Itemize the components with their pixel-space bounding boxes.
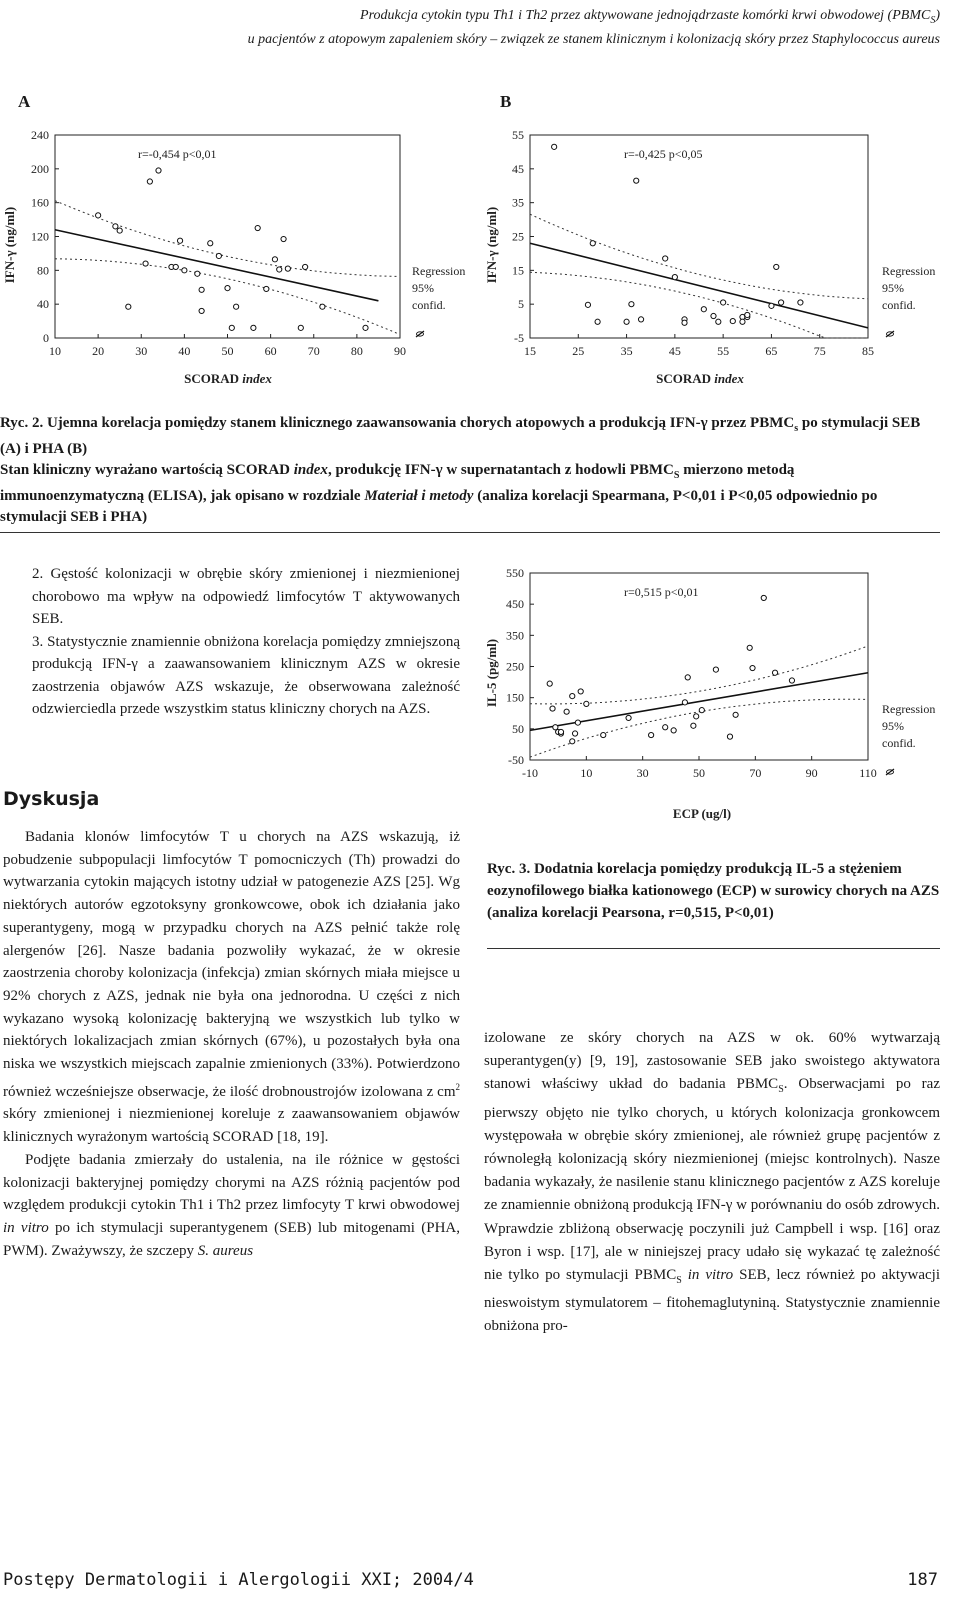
figure-2-caption-body-3: mierzono metodą immunoenzymatyczną (ELISA), jak opisano w rozdziale [0,462,795,504]
caption-divider [0,532,940,533]
data-point [634,178,639,183]
y-tick-label: 240 [31,128,49,142]
y-tick-label: 550 [506,566,524,580]
y-tick-label: 55 [512,128,524,142]
x-tick-label: 10 [49,344,61,358]
legend-entry: confid. [412,298,446,312]
y-tick-label: 15 [512,263,524,278]
correlation-annotation: r=0,515 p<0,01 [624,585,699,599]
correlation-annotation: r=-0,454 p<0,01 [138,147,217,161]
data-point [694,714,699,719]
plot-frame [530,573,868,760]
conclusions-list [32,563,460,721]
data-point [595,319,600,324]
confidence-band-upper [55,201,400,277]
figure-2-caption-body-2: , produkcję IFN-γ w supernatantach z hodowli PBMC [327,462,674,478]
data-point [761,595,766,600]
figure-3-caption-text: Dodatnia korelacja pomiędzy produkcją IL-5 a stężeniem eozynofilowego białka kationowego (ECP) w surowicy chorych na AZS (analiza korelacji Pearsona, r=0,515, P<0,01) [487,861,940,921]
figure-2-caption-body-4: (analiza korelacji Spearmana, P<0,01 i P<0,05 odpowiednio po stymulacji SEB i PHA) [0,488,878,525]
data-point [590,241,595,246]
x-tick-label: 65 [765,344,778,358]
data-point [798,300,803,305]
data-point [747,645,752,650]
x-tick-label: 80 [350,344,363,358]
x-axis-label-italic: index [239,371,272,386]
x-axis-label-italic: index [711,371,744,386]
panel-b-label: B [500,92,512,111]
confidence-band-upper [530,646,868,704]
data-point [789,678,794,683]
legend-entry: 95% [412,281,434,295]
discussion-italic-s-aureus: S. aureus [197,1242,254,1259]
figure-2-caption-body-sub: S [673,470,680,481]
data-point [570,739,575,744]
data-point [727,734,732,739]
footer-page-number: 187 [907,1570,938,1590]
y-tick-label: 0 [43,331,49,345]
data-point [629,302,634,307]
x-axis-label-main: ECP (ug/l) [672,806,732,821]
data-point [216,253,221,258]
y-tick-label: 25 [512,229,524,244]
x-tick-label: 15 [524,344,536,358]
figure-2-caption-italic: Materiał i metody [364,488,474,504]
x-tick-label: 90 [394,344,406,358]
discussion-paragraph-2-middle: po ich stymulacji superantygenem (SEB) lub mitogenami (PHA, PWM). Zważywszy, że szczepy [3,1219,460,1259]
x-tick-label: 45 [668,344,681,358]
data-point [229,325,234,330]
y-tick-label: 35 [512,195,524,210]
y-tick-label: 45 [512,161,524,176]
right-column-italic: in vitro [681,1267,734,1284]
data-point [264,286,269,291]
data-point [778,300,783,305]
legend-entry: 95% [882,281,904,295]
data-point [699,708,704,713]
data-point [126,304,131,309]
footer-journal: Postępy Dermatologii i Alergologii XXI; 2004/4 [3,1570,474,1590]
data-point [769,303,774,308]
discussion-left-column [3,826,460,1262]
y-tick-label: 150 [506,690,524,705]
data-point [685,675,690,680]
x-tick-label: 70 [307,344,320,358]
header-subscript: S [930,14,936,26]
data-point [570,694,575,699]
y-axis-label: IL-5 (pg/ml) [484,638,499,708]
x-tick-label: 50 [221,344,234,358]
data-point [156,168,161,173]
data-point [208,241,213,246]
data-point [255,225,260,230]
legend-entry: Regression [882,264,936,278]
correlation-annotation: r=-0,425 p<0,05 [624,147,703,161]
data-point [716,319,721,324]
data-point [552,144,557,149]
data-point [199,308,204,313]
x-tick-label: 90 [805,766,818,780]
data-point [147,179,152,184]
x-axis-label-main: SCORAD [656,371,712,386]
discussion-superscript: 2 [455,1081,460,1092]
data-point [177,238,182,243]
y-tick-label: 80 [37,263,49,278]
x-tick-label: -10 [522,766,538,780]
header-line-1: Produkcja cytokin typu Th1 i Th2 przez aktywowane jednojądrzaste komórki krwi obwodowej (PBMC [360,8,931,23]
x-tick-label: 30 [636,766,649,780]
data-point [547,681,552,686]
list-item-2: 2. Gęstość kolonizacji w obrębie skóry zmienionej i niezmienionej chorobowo ma wpływ na odpowiedź limfocytów T aktywowanych SEB. [32,566,460,627]
y-tick-label: 450 [506,597,524,612]
data-point [745,312,750,317]
right-column-text: izolowane ze skóry chorych na AZS w ok. 60% wytwarzają superantygen(y) [9, 19], zastosowanie SEB jako swoistego aktywatora stanowi właściwy układ do badania PBMC [484,1030,940,1093]
x-tick-label: 40 [178,344,191,358]
discussion-paragraph-1-end: skóry zmienionej i niezmienionej koreluje z zaawansowaniem objawów klinicznych wyrażonym wartością SCORAD [18, 19]. [3,1106,460,1146]
data-point [672,275,677,280]
data-point [298,325,303,330]
data-point [320,304,325,309]
data-point [363,325,368,330]
discussion-paragraph-1 [3,826,460,1149]
x-axis-label [184,371,272,386]
data-point [663,256,668,261]
data-point [96,213,101,218]
x-tick-label: 55 [717,344,730,358]
x-tick-label: 70 [749,766,762,780]
discussion-heading: Dyskusja [3,788,100,810]
data-point [558,729,563,734]
data-point [182,268,187,273]
figure-2-caption-lead: Ryc. 2. [0,415,44,431]
data-point [584,701,589,706]
chart-a [0,120,480,395]
figure-2-caption-title-end: po stymulacji SEB (A) i PHA (B) [0,415,921,457]
data-point [195,271,200,276]
panel-a-label: A [18,92,31,111]
regression-line [55,230,378,301]
figure-2-caption [0,413,940,528]
data-point [281,236,286,241]
data-point [671,728,676,733]
data-point [199,287,204,292]
header-line-2: u pacjentów z atopowym zapaleniem skóry – związek ze stanem klinicznym i kolonizacją skóry przez Staphylococcus aureus [247,31,940,47]
confidence-band-lower [530,272,868,338]
plot-frame [55,135,400,338]
data-point [564,709,569,714]
data-point [626,715,631,720]
data-point [173,264,178,269]
regression-line [530,243,868,328]
x-tick-label: 30 [135,344,148,358]
right-column-text-3: SEB, lecz również po aktywacji nieswoistym stymulatorem – fitohemaglutyniną. Statystycznie znamiennie obniżona pro- [484,1267,940,1335]
y-tick-label: 120 [31,229,49,244]
figure-2-caption-body: Stan kliniczny wyrażano wartością SCORAD [0,462,294,478]
data-point [772,670,777,675]
y-axis-label: IFN-γ (ng/ml) [484,206,499,284]
data-point [303,264,308,269]
confidence-band-lower [530,699,868,757]
data-point [225,285,230,290]
legend-entry: 95% [882,719,904,733]
x-tick-label: 85 [862,344,874,358]
x-tick-label: 110 [859,766,877,780]
data-point [733,712,738,717]
chart-c [478,558,960,833]
data-point [711,313,716,318]
y-tick-label: 250 [506,659,524,674]
data-point [682,700,687,705]
discussion-paragraph-2-text: Podjęte badania zmierzały do ustalenia, na ile różnice w gęstości kolonizacji bakteryjnej pomiędzy chorymi na AZS różnią pacjentów pod względem produkcji cytokin Th1 i Th2 przez limfocyty T krwi obwodowej [3,1151,460,1214]
data-point [649,732,654,737]
x-axis-label [656,371,744,386]
y-tick-label: 40 [37,297,49,312]
x-tick-label: 10 [580,766,593,780]
data-point [234,304,239,309]
legend-entry: confid. [882,736,916,750]
discussion-paragraph-2 [3,1149,460,1263]
data-point [285,266,290,271]
right-column-subscript-1: S [778,1084,784,1096]
x-axis-label [673,806,731,821]
y-tick-label: 5 [518,297,524,312]
chart-b [478,120,960,395]
list-item-3: 3. Statystycznie znamiennie obniżona korelacja pomiędzy zmniejszoną produkcją IFN-γ a zaawansowaniem klinicznym AZS w okresie zaostrzenia objawów AZS wskazuje, że obserwowana zależność odzwierciedla przede wszystkim status kliniczny chorych na AZS. [32,633,460,717]
data-point [585,302,590,307]
y-tick-label: 160 [31,195,49,210]
data-point [682,320,687,325]
data-point [691,723,696,728]
data-point [277,267,282,272]
y-tick-label: 50 [512,721,524,736]
data-point [117,228,122,233]
figure-2-caption-subscript: s [794,423,799,434]
data-point [575,720,580,725]
figure-3-divider [487,948,940,949]
right-column-text-2: . Obserwacjami po raz pierwszy objęto nie tylko chorych, u których kolonizacja gronkowcem występowała w obrębie skóry zmienionej, ale również grupę pacjentów z równoległą kolonizacją skóry niezmienionej (miejsc kontrolnych). Nasze badania wykazały, że nasilenie stanu klinicznego pacjentów z AZS koreluje ze znamiennie obniżoną produkcją IFN-γ w porównaniu do osób zdrowych. Wprawdzie zbliżoną obserwację poczynili już Campbell i wsp. [16] oraz Byron i wsp. [17], ale w niniejszej pracy udało się wykazać tę zależność nie tylko po stymulacji PBMC [484,1076,940,1284]
discussion-italic-in-vitro: in vitro [3,1219,49,1236]
data-point [663,725,668,730]
data-point [721,300,726,305]
data-point [578,689,583,694]
data-point [713,667,718,672]
figure-3-caption-lead: Ryc. 3. [487,861,531,877]
data-point [550,706,555,711]
data-point [750,665,755,670]
data-point [730,318,735,323]
y-tick-label: 350 [506,628,524,643]
data-point [572,731,577,736]
y-tick-label: 200 [31,161,49,176]
figure-2-caption-title: Ujemna korelacja pomiędzy stanem klinicznego zaawansowania chorych atopowych a produkcją IFN-γ przez PBMC [46,415,795,431]
x-tick-label: 20 [92,344,105,358]
data-point [143,261,148,266]
data-point [601,732,606,737]
data-point [701,307,706,312]
y-tick-label: -5 [514,331,524,345]
x-tick-label: 50 [693,766,705,780]
y-axis-label: IFN-γ (ng/ml) [2,206,17,284]
discussion-paragraph-1-text: Badania klonów limfocytów T u chorych na AZS wskazują, iż pobudzenie subpopulacji limfocytów T pomocniczych (Th) prowadzi do wytwarzania cytokin mających istotny udział w patogenezie AZS [25]. Wg niektórych autorów egzotoksyny gronkowcowe, obok ich działania jako superantygeny, mogą w przypadku chorych na AZS pełnić także rolę alergenów [26]. Nasze badania pozwoliły wykazać, że w okresie zaostrzenia choroby kolonizacja (infekcja) zmian skórnych miała miejsce u 92% chorych z AZS, jednak nie była ona jednorodna. U części z nich wykazano wysoką kolonizację bakteryjną we wszystkich lub tylko w niektórych lokalizacjach zmian skórnych (67%), u pozostałych była ona niska we wszystkich miejscach zapalnie zmienionych (33%). Potwierdzono również wcześniejsze obserwacje, że ilość drobnoustrojów izolowana z cm [3,829,460,1100]
x-tick-label: 35 [620,344,633,358]
legend-entry: Regression [412,264,466,278]
right-column-subscript-2: S [676,1275,682,1287]
x-tick-label: 75 [813,344,826,358]
data-point [774,264,779,269]
data-point [113,224,118,229]
running-header [10,6,940,49]
y-tick-label: -50 [508,753,524,767]
data-point [624,319,629,324]
figure-3-caption [487,858,942,924]
legend-entry: confid. [882,298,916,312]
x-axis-label-main: SCORAD [184,371,240,386]
data-point [638,317,643,322]
x-tick-label: 60 [264,344,277,358]
confidence-band-lower [55,259,400,335]
data-point [272,257,277,262]
header-line-1-end: ) [935,8,940,23]
legend-entry: Regression [882,702,936,716]
figure-2-caption-index: index [293,462,328,478]
discussion-right-column [484,1027,940,1339]
x-tick-label: 25 [572,344,585,358]
data-point [740,319,745,324]
data-point [251,325,256,330]
